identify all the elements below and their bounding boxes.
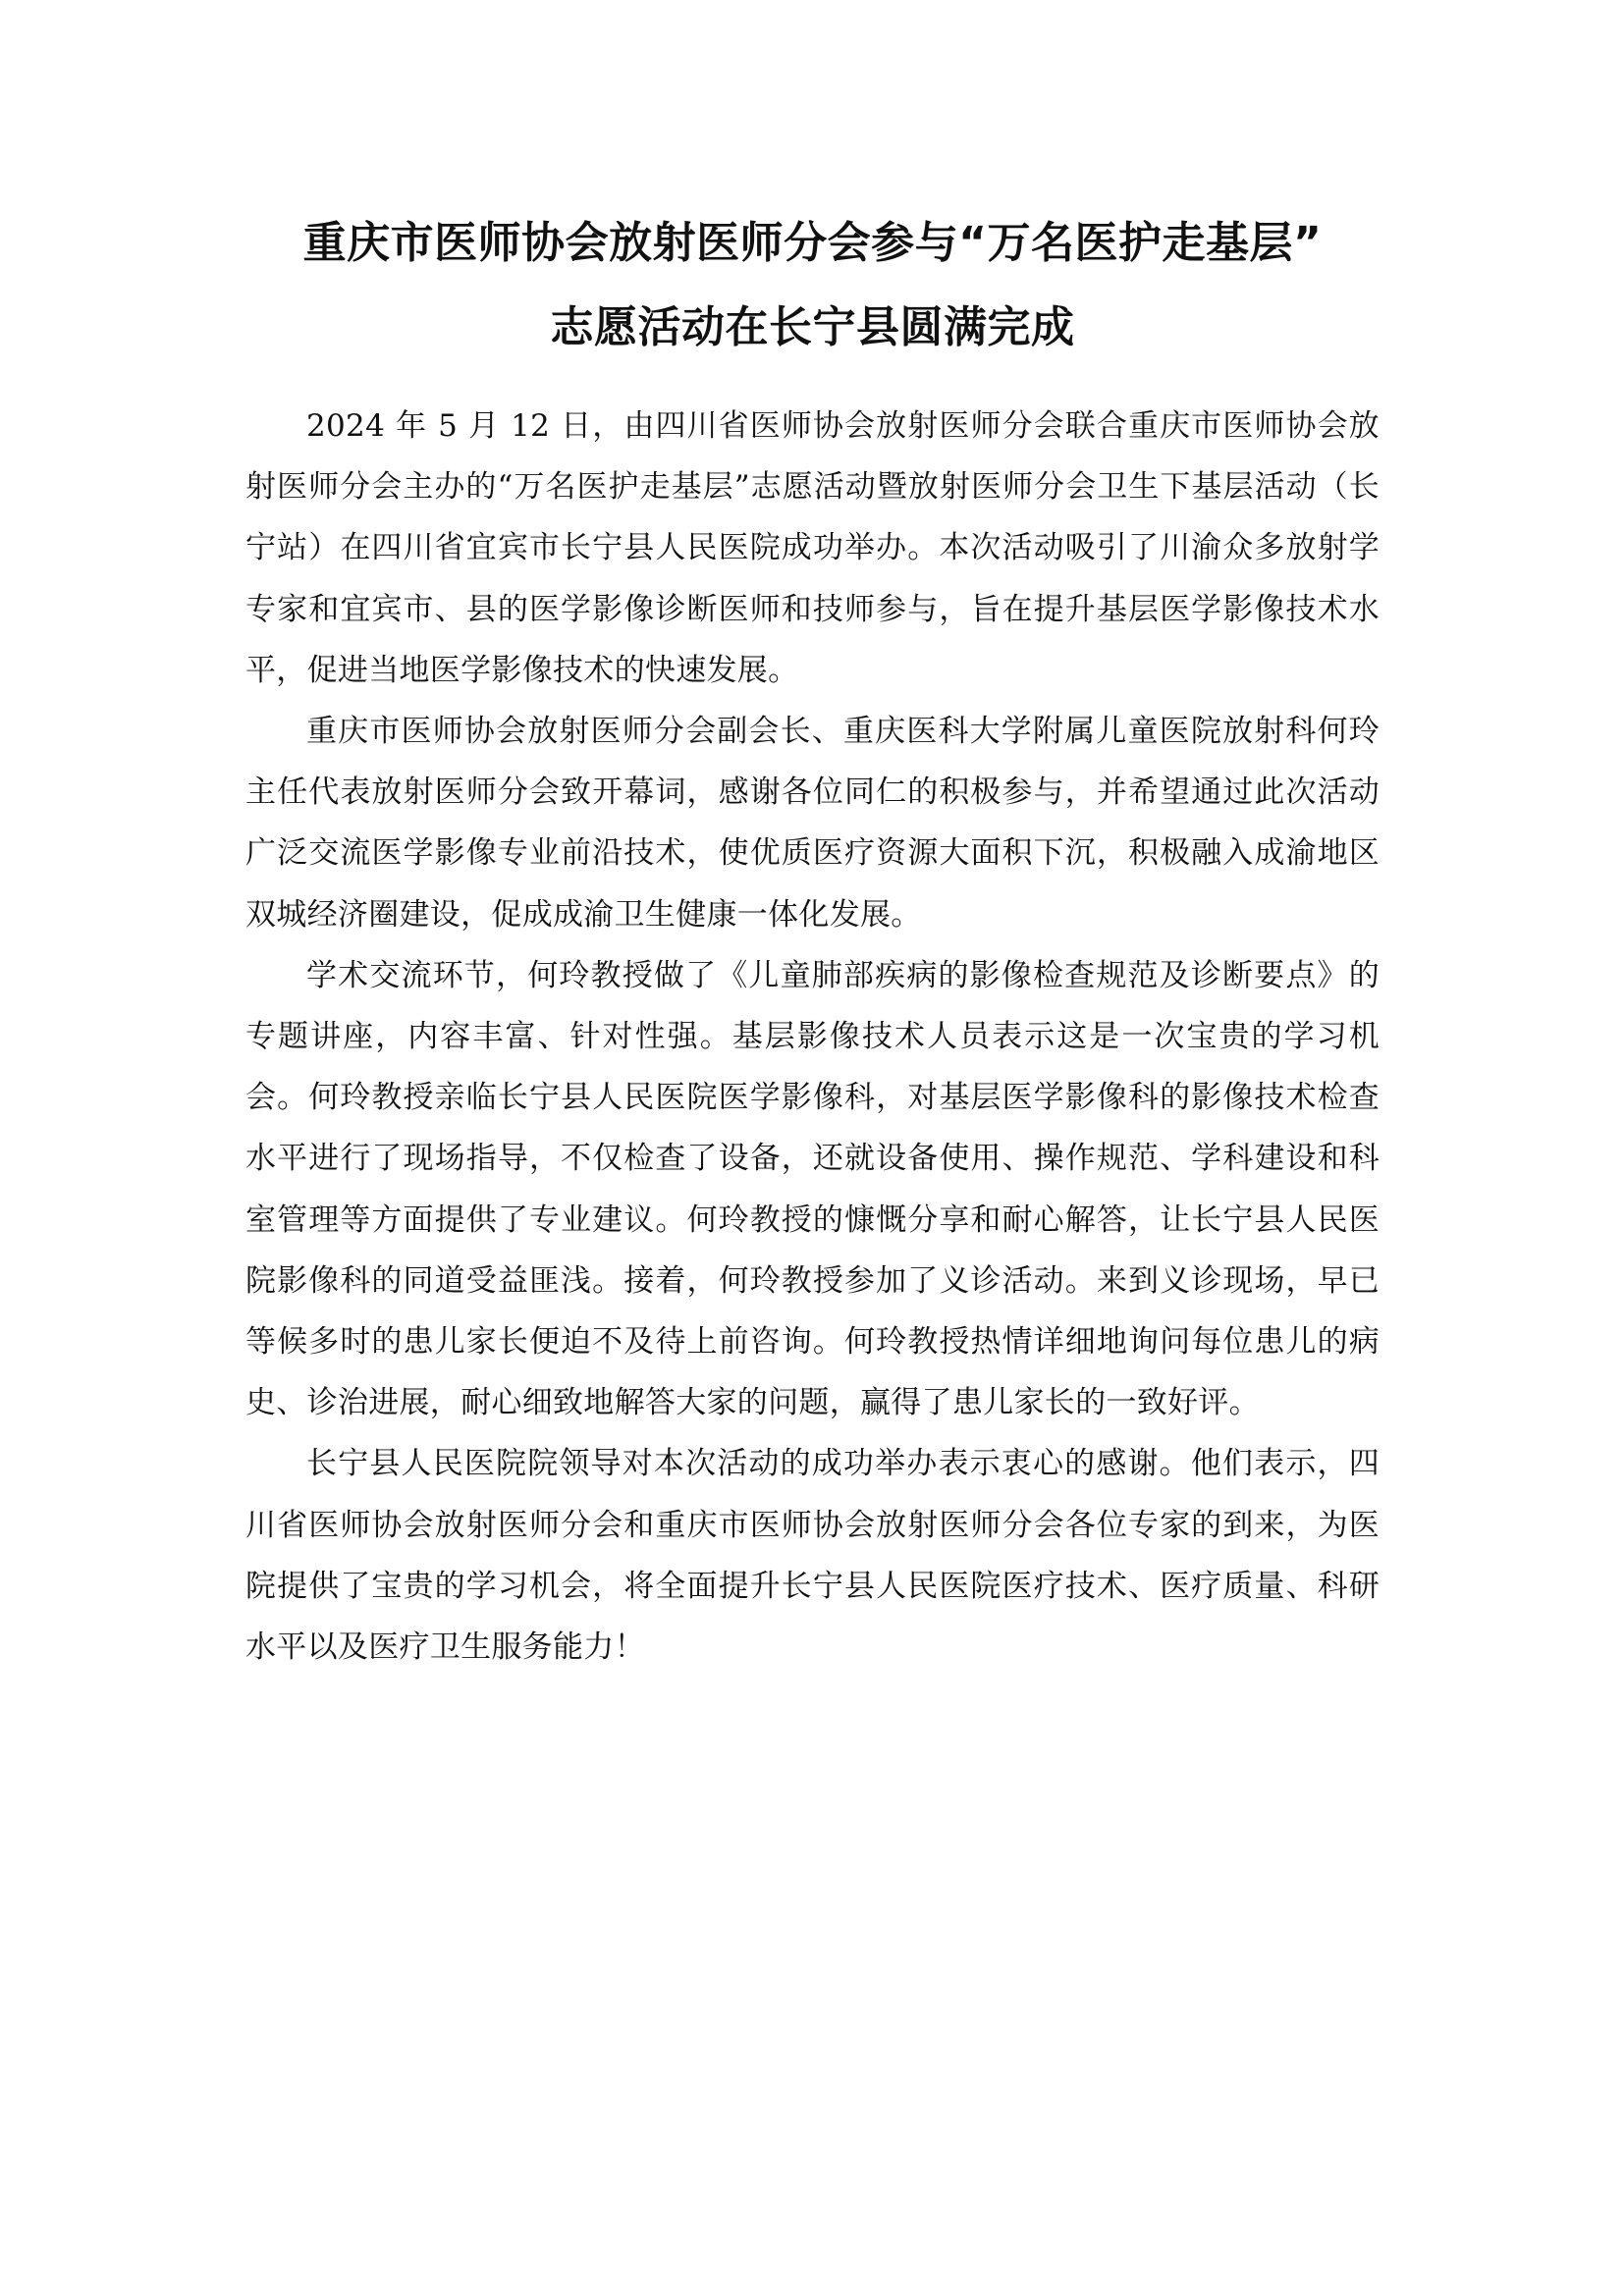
article-body [245,396,1380,1678]
article-title-line-1: 重庆市医师协会放射医师分会参与“万名医护走基层” [302,218,1323,268]
document-page [245,201,1380,1678]
paragraph-3: 学术交流环节，何玲教授做了《儿童肺部疾病的影像检查规范及诊断要点》的专题讲座，内容丰富、针对性强。基层影像技术人员表示这是一次宝贵的学习机会。何玲教授亲临长宁县人民医院医学影像科，对基层医学影像科的影像技术检查水平进行了现场指导，不仅检查了设备，还就设备使用、操作规范、学科建设和科室管理等方面提供了专业建议。何玲教授的慷慨分享和耐心解答，让长宁县人民医院影像科的同道受益匪浅。接着，何玲教授参加了义诊活动。来到义诊现场，早已等候多时的患儿家长便迫不及待上前咨询。何玲教授热情详细地询问每位患儿的病史、诊治进展，耐心细致地解答大家的问题，赢得了患儿家长的一致好评。 [245,957,1380,1421]
article-title [245,201,1380,370]
paragraph-2: 重庆市医师协会放射医师分会副会长、重庆医科大学附属儿童医院放射科何玲主任代表放射医师分会致开幕词，感谢各位同仁的积极参与，并希望通过此次活动广泛交流医学影像专业前沿技术，使优质医疗资源大面积下沉，积极融入成渝地区双城经济圈建设，促成成渝卫生健康一体化发展。 [245,714,1380,933]
paragraph-1: 2024 年 5 月 12 日，由四川省医师协会放射医师分会联合重庆市医师协会放射医师分会主办的“万名医护走基层”志愿活动暨放射医师分会卫生下基层活动（长宁站）在四川省宜宾市长宁县人民医院成功举办。本次活动吸引了川渝众多放射学专家和宜宾市、县的医学影像诊断医师和技师参与，旨在提升基层医学影像技术水平，促进当地医学影像技术的快速发展。 [245,408,1380,688]
paragraph-4: 长宁县人民医院院领导对本次活动的成功举办表示衷心的感谢。他们表示，四川省医师协会放射医师分会和重庆市医师协会放射医师分会各位专家的到来，为医院提供了宝贵的学习机会，将全面提升长宁县人民医院医疗技术、医疗质量、科研水平以及医疗卫生服务能力！ [245,1446,1380,1666]
article-title-line-2: 志愿活动在长宁县圆满完成 [550,302,1075,352]
